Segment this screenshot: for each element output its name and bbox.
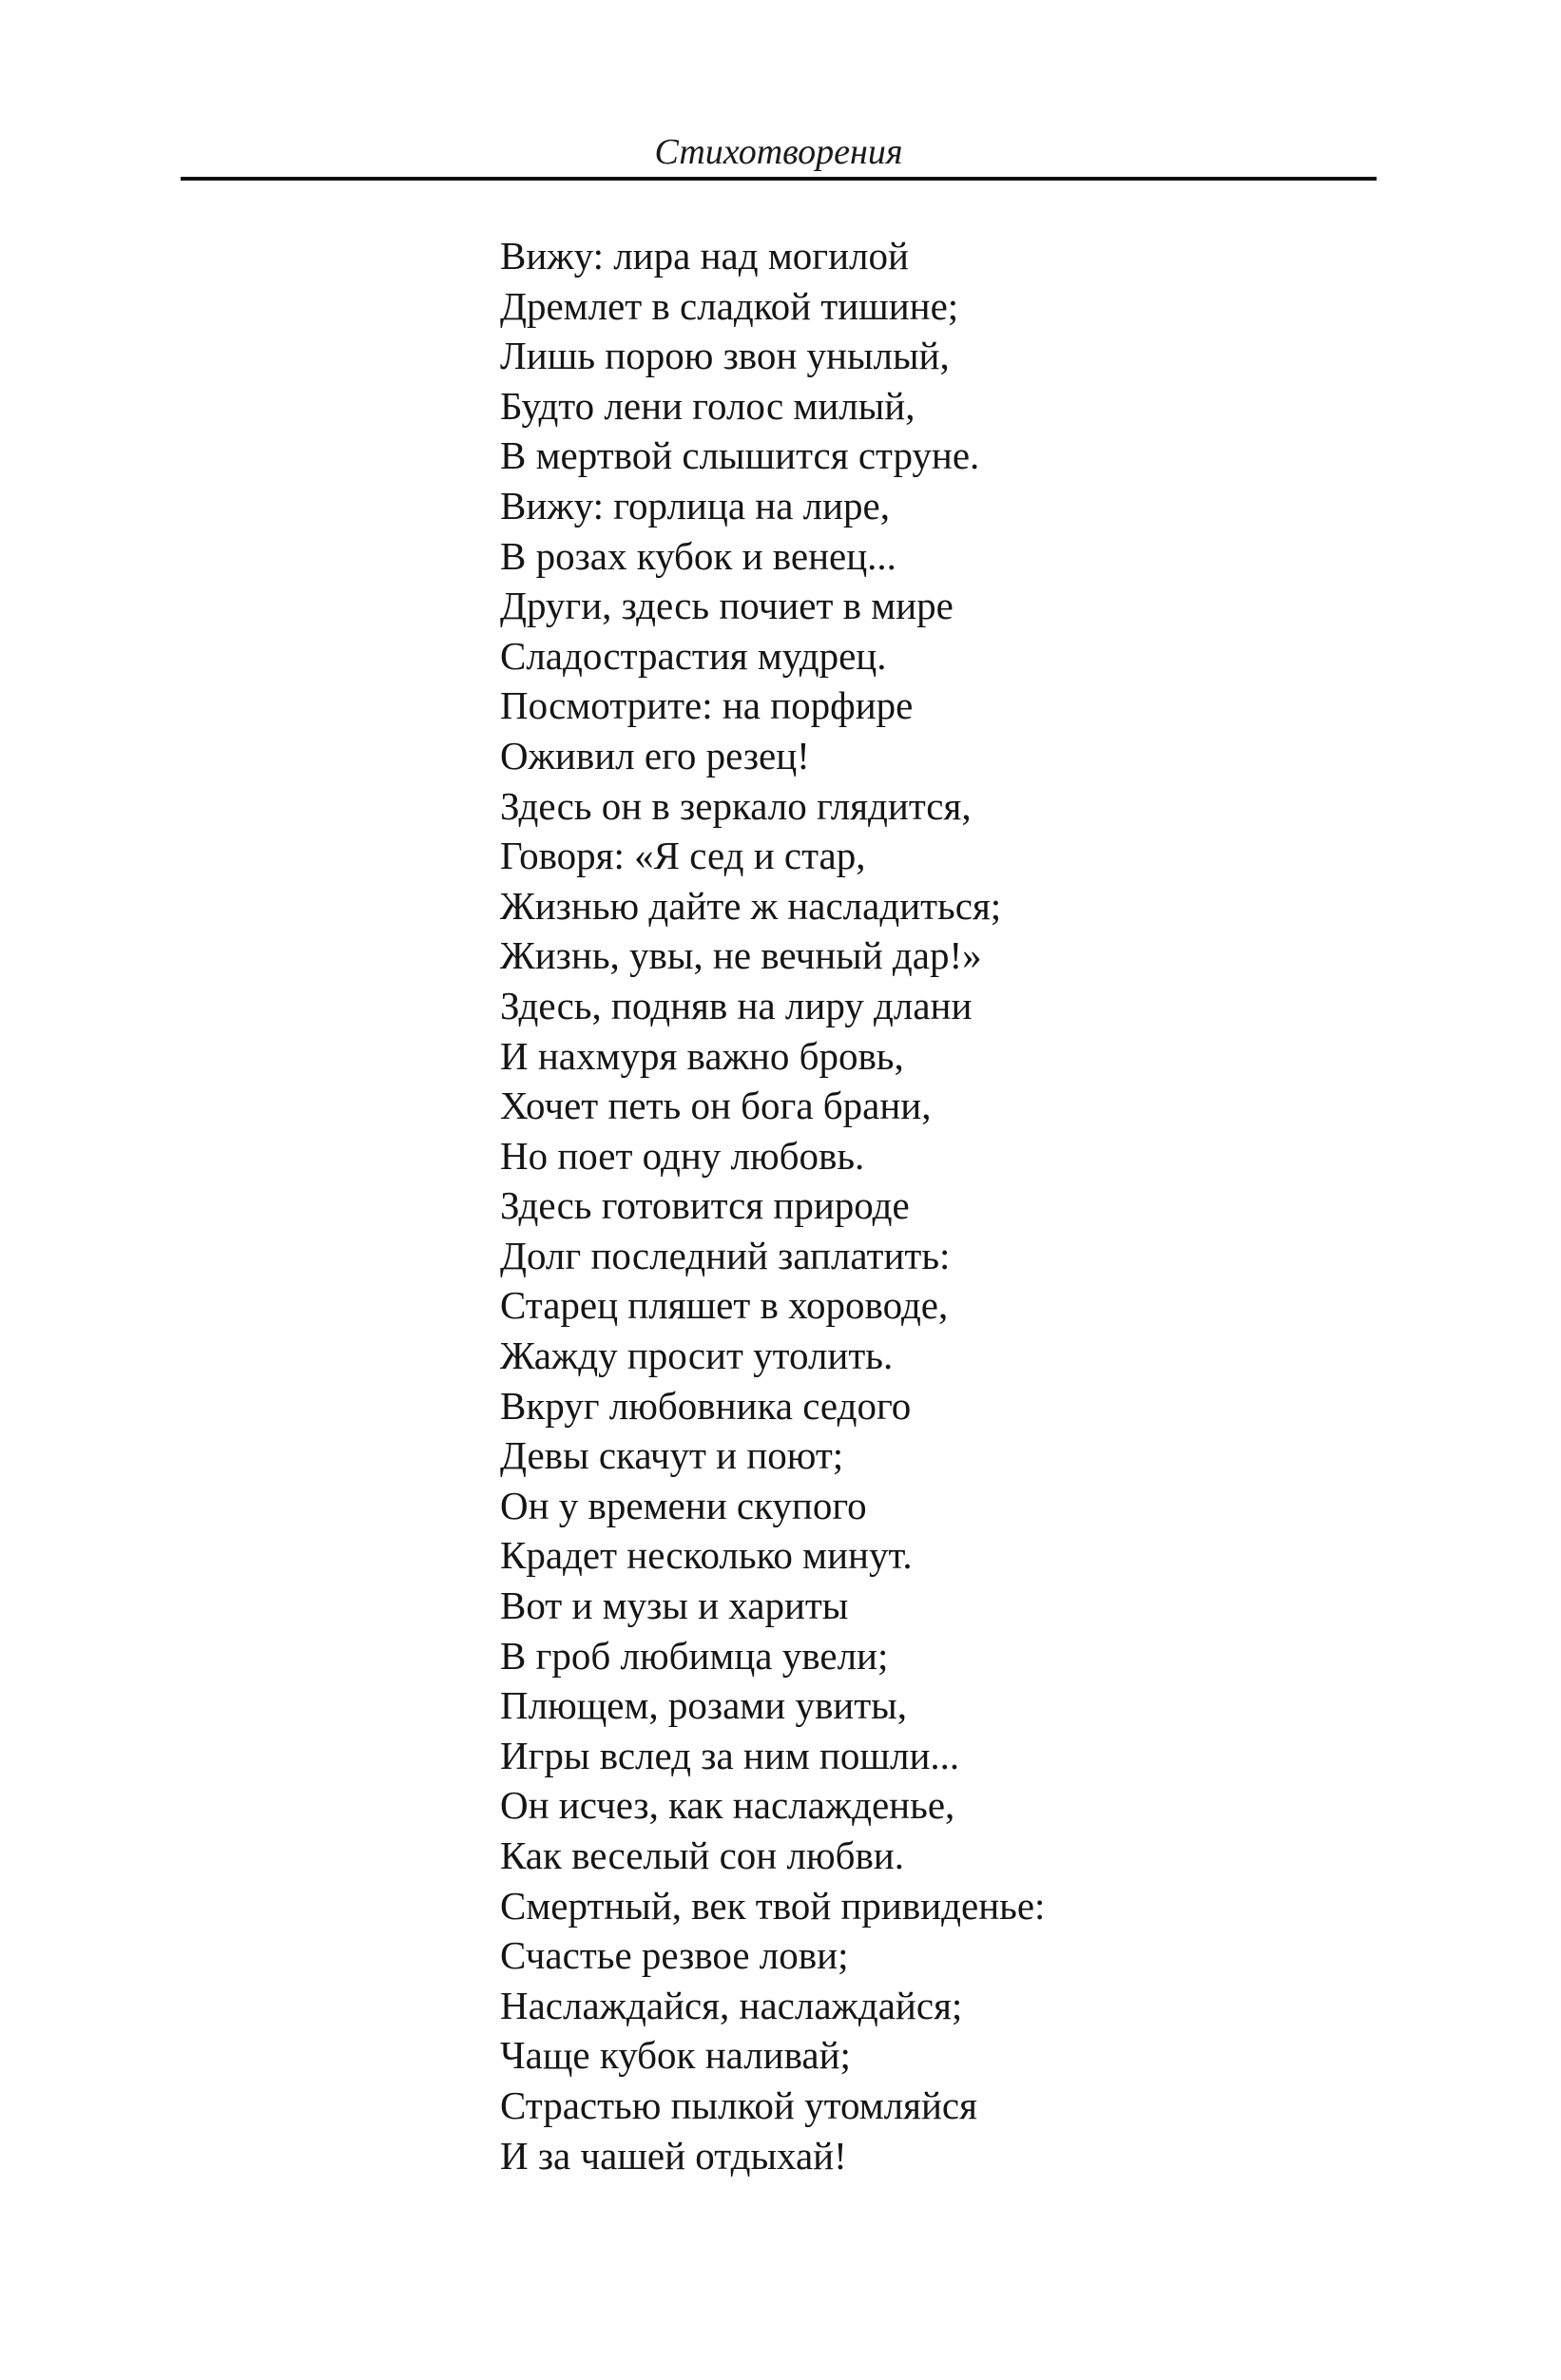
poem-line: Говоря: «Я сед и стар,	[500, 834, 866, 878]
poem-line: Вижу: горлица на лире,	[500, 483, 890, 528]
poem-line: Оживил его резец!	[500, 733, 810, 777]
poem-line: Здесь, подняв на лиру длани	[500, 983, 973, 1027]
poem-line: Дремлет в сладкой тишине;	[500, 283, 959, 328]
running-header-title: Стихотворения	[654, 132, 903, 172]
poem-line: В мертвой слышится струне.	[500, 433, 980, 478]
poem-line: Девы скачут и поют;	[500, 1433, 844, 1478]
poem-line: И за чашей отдыхай!	[500, 2133, 847, 2178]
poem-line: Лишь порою звон унылый,	[500, 334, 950, 378]
poem-line: Крадет несколько минут.	[500, 1533, 913, 1578]
poem-line: Жизнь, увы, не вечный дар!»	[500, 933, 982, 978]
poem-line: Игры вслед за ним пошли...	[500, 1733, 960, 1777]
poem-line: Он у времени скупого	[500, 1483, 867, 1527]
poem-line: Наслаждайся, наслаждайся;	[500, 1983, 963, 2027]
poem-line: И нахмуря важно бровь,	[500, 1033, 904, 1078]
poem-line: Хочет петь он бога брани,	[500, 1084, 932, 1128]
poem-line: Старец пляшет в хороводе,	[500, 1283, 949, 1328]
poem-line: Страстью пылкой утомляйся	[500, 2082, 977, 2127]
poem-line: Счастье резвое лови;	[500, 1933, 849, 1978]
poem-line: В гроб любимца увели;	[500, 1633, 889, 1678]
poem-line: Жизнью дайте ж насладиться;	[500, 883, 1002, 928]
poem-text	[500, 231, 1045, 2180]
poem-line: Но поет одну любовь.	[500, 1133, 865, 1178]
poem-line: Здесь он в зеркало глядится,	[500, 783, 972, 828]
header-rule	[181, 177, 1377, 181]
poem-line: Будто лени голос милый,	[500, 383, 915, 428]
poem-line: Плющем, розами увиты,	[500, 1683, 907, 1728]
poem-line: Вот и музы и хариты	[500, 1583, 849, 1628]
poem-line: Он исчез, как наслажденье,	[500, 1783, 955, 1828]
poem-line: Други, здесь почиет в мире	[500, 584, 954, 628]
poem-line: В розах кубок и венец...	[500, 533, 896, 578]
poem-line: Вижу: лира над могилой	[500, 234, 909, 278]
poem-line: Как веселый сон любви.	[500, 1833, 904, 1877]
poem-line: Вкруг любовника седого	[500, 1383, 912, 1428]
poem-line: Сладострастия мудрец.	[500, 633, 887, 678]
poem-line: Долг последний заплатить:	[500, 1233, 951, 1277]
poem-line: Жажду просит утолить.	[500, 1334, 894, 1378]
poem-line: Посмотрите: на порфире	[500, 683, 914, 728]
poem-line: Чаще кубок наливай;	[500, 2033, 851, 2078]
poem-line: Смертный, век твой привиденье:	[500, 1883, 1046, 1928]
poem-line: Здесь готовится природе	[500, 1183, 910, 1228]
